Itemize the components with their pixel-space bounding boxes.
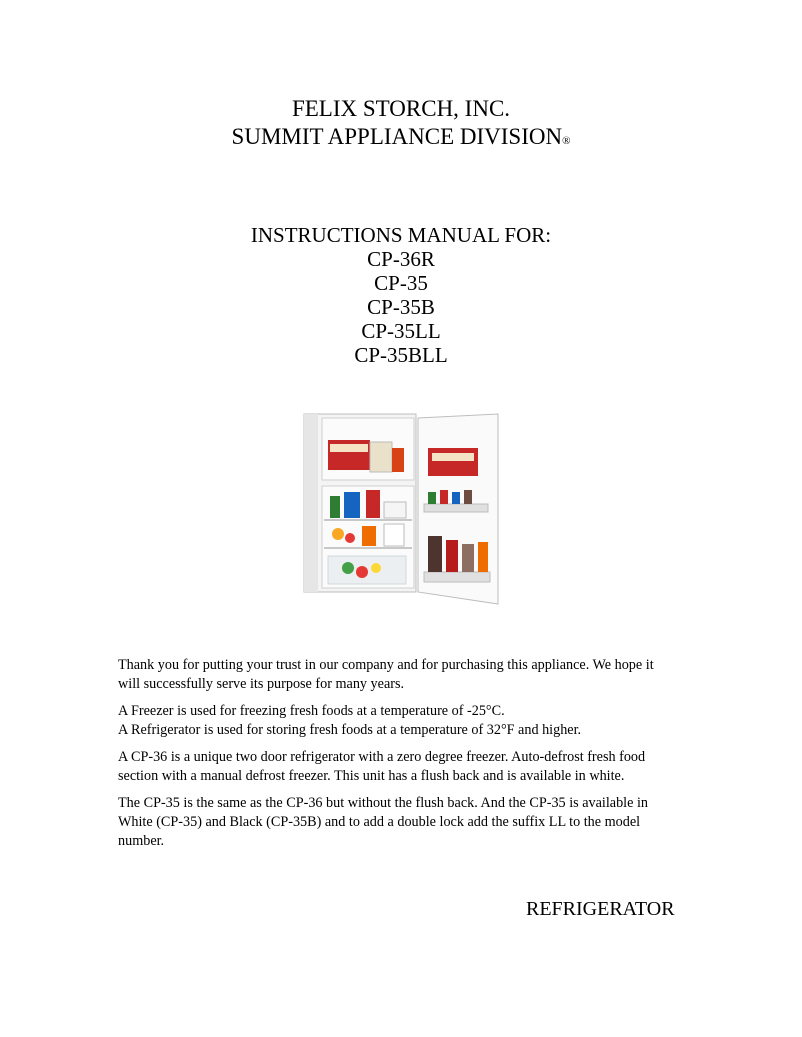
model-cp-35: CP-35 bbox=[374, 271, 428, 295]
freezer-sentence: A Freezer is used for freezing fresh foods at a temperature of -25°C. bbox=[118, 703, 505, 719]
division-name bbox=[0, 122, 802, 156]
intro-paragraph: Thank you for putting your trust in our company and for purchasing this appliance. We hope it will successfully serve its purpose for many years. bbox=[118, 657, 654, 692]
cp35-paragraph: The CP-35 is the same as the CP-36 but without the flush back. And the CP-35 is available in White (CP-35) and Black (CP-35B) and to add a double lock add the suffix LL to the model number. bbox=[118, 795, 648, 849]
footer-label: REFRIGERATOR bbox=[526, 898, 675, 920]
cp36-paragraph: A CP-36 is a unique two door refrigerator with a zero degree freezer. Auto-defrost fresh food section with a manual defrost freezer. This unit has a flush back and is available in white. bbox=[118, 749, 646, 784]
body-text bbox=[118, 656, 678, 851]
refrigerator-sentence: A Refrigerator is used for storing fresh foods at a temperature of 32°F and higher. bbox=[118, 722, 582, 738]
model-cp-35b: CP-35B bbox=[367, 295, 435, 319]
division-text: SUMMIT APPLIANCE DIVISION bbox=[231, 124, 563, 149]
refrigerator-photo bbox=[300, 408, 505, 608]
model-cp-35ll: CP-35LL bbox=[361, 319, 441, 343]
manual-heading: INSTRUCTIONS MANUAL FOR: bbox=[250, 223, 552, 247]
company-name: FELIX STORCH, INC. bbox=[291, 96, 511, 121]
model-cp-36r: CP-36R bbox=[367, 247, 435, 271]
model-cp-35bll: CP-35BLL bbox=[354, 343, 448, 367]
registered-mark: ® bbox=[562, 135, 571, 147]
manual-heading-block bbox=[0, 223, 802, 367]
